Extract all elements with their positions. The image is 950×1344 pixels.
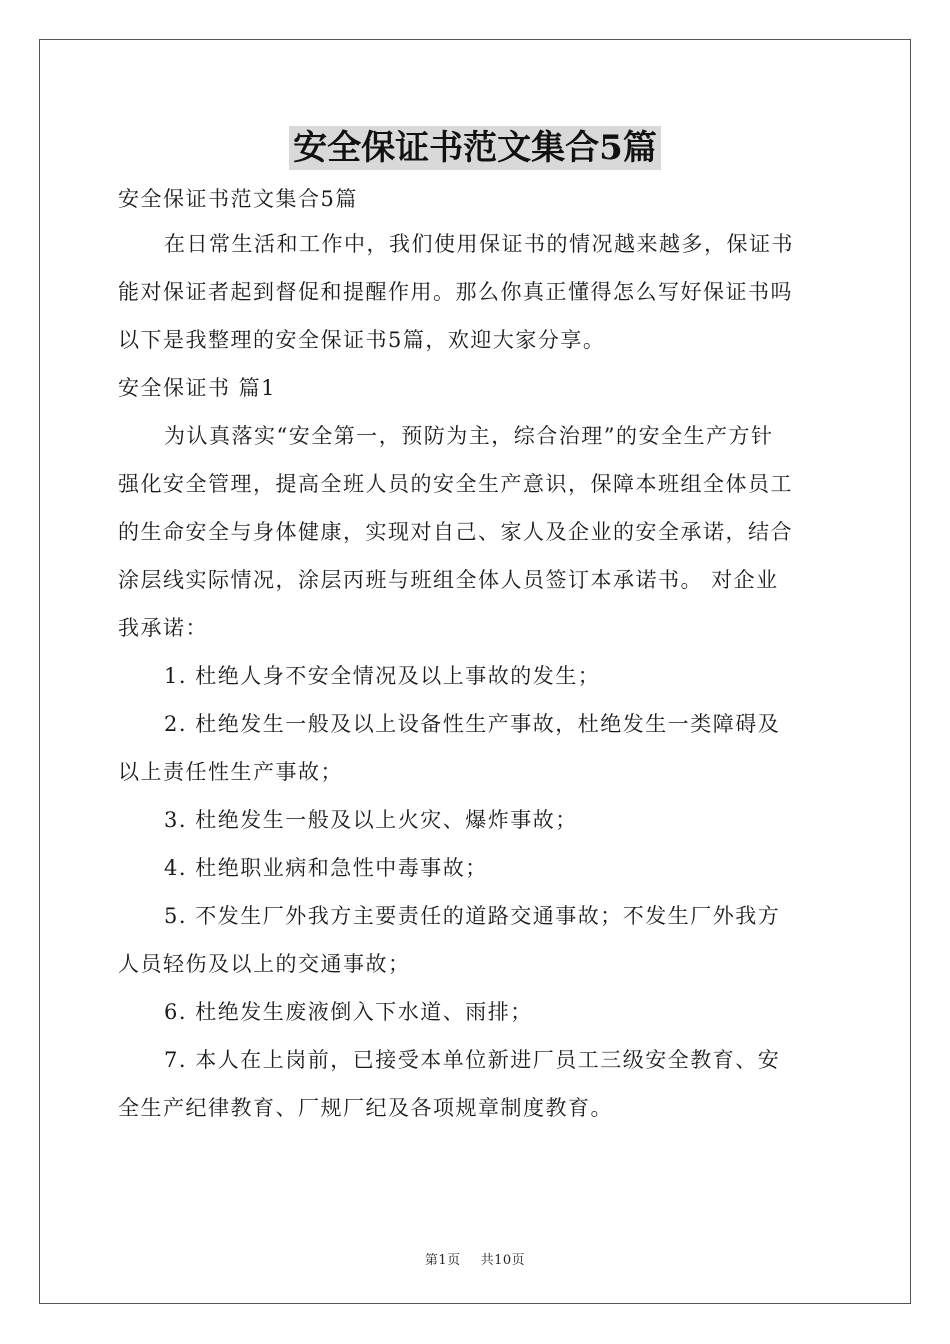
body-line: 以下是我整理的安全保证书5篇，欢迎大家分享。 [118, 328, 606, 352]
list-item-continuation: 人员轻伤及以上的交通事故； [118, 952, 411, 976]
body-line: 安全保证书范文集合5篇 [118, 187, 358, 211]
list-item: 4. 杜绝职业病和急性中毒事故； [164, 856, 488, 880]
list-item: 1. 杜绝人身不安全情况及以上事故的发生； [164, 664, 601, 688]
page-number: 第1页 [424, 1253, 461, 1268]
document-body [118, 178, 834, 1132]
list-item-continuation: 全生产纪律教育、厂规厂纪及各项规章制度教育。 [118, 1096, 613, 1120]
section-heading: 安全保证书 篇1 [118, 376, 277, 400]
list-item: 7. 本人在上岗前，已接受本单位新进厂员工三级安全教育、安 [164, 1048, 781, 1072]
body-line: 为认真落实“安全第一，预防为主，综合治理”的安全生产方针 [164, 424, 774, 448]
list-item: 2. 杜绝发生一般及以上设备性生产事故，杜绝发生一类障碍及 [164, 712, 781, 736]
body-line: 在日常生活和工作中，我们使用保证书的情况越来越多，保证书 [164, 232, 794, 256]
list-item: 3. 杜绝发生一般及以上火灾、爆炸事故； [164, 808, 578, 832]
title-wrap [0, 126, 950, 170]
body-line: 涂层线实际情况，涂层丙班与班组全体人员签订本承诺书。 对企业 [118, 568, 779, 592]
body-line: 的生命安全与身体健康，实现对自己、家人及企业的安全承诺，结合 [118, 520, 793, 544]
body-line: 能对保证者起到督促和提醒作用。那么你真正懂得怎么写好保证书吗 [118, 280, 793, 304]
body-line: 我承诺： [118, 616, 208, 640]
page-footer [0, 1249, 950, 1268]
page-total: 共10页 [480, 1253, 526, 1268]
list-item: 6. 杜绝发生废液倒入下水道、雨排； [164, 1000, 533, 1024]
document-title: 安全保证书范文集合5篇 [289, 126, 661, 170]
list-item-continuation: 以上责任性生产事故； [118, 760, 343, 784]
list-item: 5. 不发生厂外我方主要责任的道路交通事故；不发生厂外我方 [164, 904, 781, 928]
body-line: 强化安全管理，提高全班人员的安全生产意识，保障本班组全体员工 [118, 472, 793, 496]
